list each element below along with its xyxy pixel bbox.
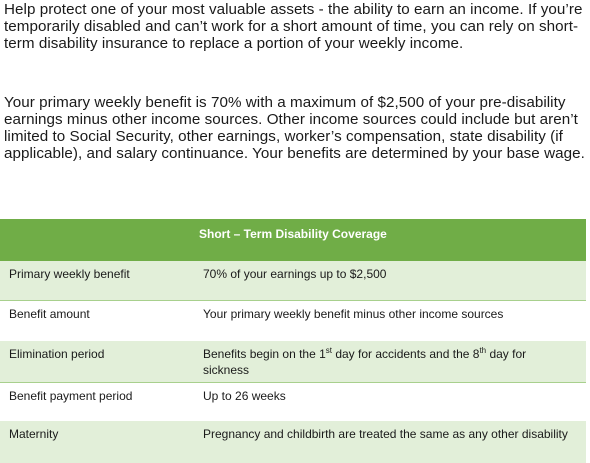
table-row [0,261,586,301]
table-header [0,219,586,261]
row-label: Elimination period [9,347,105,361]
coverage-table [0,219,586,463]
row-value [203,346,573,378]
intro-paragraph-1: Help protect one of your most valuable assets - the ability to earn an income. If you’re temporarily disabled and can’t work for a short amount of time, you can rely on short-term disability insurance to replace a portion of your weekly income. [4,1,583,52]
row-label: Maternity [9,427,59,441]
ordinal-suffix: st [325,346,332,355]
row-label: Primary weekly benefit [9,267,130,281]
row-value: Pregnancy and childbirth are treated the same as any other disability [203,427,568,441]
row-value-part: day for sickness [203,347,527,377]
row-value: Up to 26 weeks [203,389,286,403]
table-row [0,383,586,421]
table-row [0,301,586,341]
row-value-part: Benefits begin on the 1 [203,347,326,361]
table-row [0,421,586,463]
row-label: Benefit amount [9,307,90,321]
row-value: Your primary weekly benefit minus other income sources [203,307,504,321]
row-label: Benefit payment period [9,389,133,403]
ordinal-suffix: th [479,346,487,355]
table-row [0,341,586,383]
table-header-title: Short – Term Disability Coverage [199,227,387,241]
row-value: 70% of your earnings up to $2,500 [203,267,387,281]
row-value-part: day for accidents and the 8 [332,347,480,361]
intro-paragraph-2: Your primary weekly benefit is 70% with a maximum of $2,500 of your pre-disability earnings minus other income sources. Other income sources could include but aren’t limited to Social Security, other earnings, worker’s compensation, state disability (if applicable), and salary continuance. Your benefits are determined by your base wage. [4,94,585,162]
